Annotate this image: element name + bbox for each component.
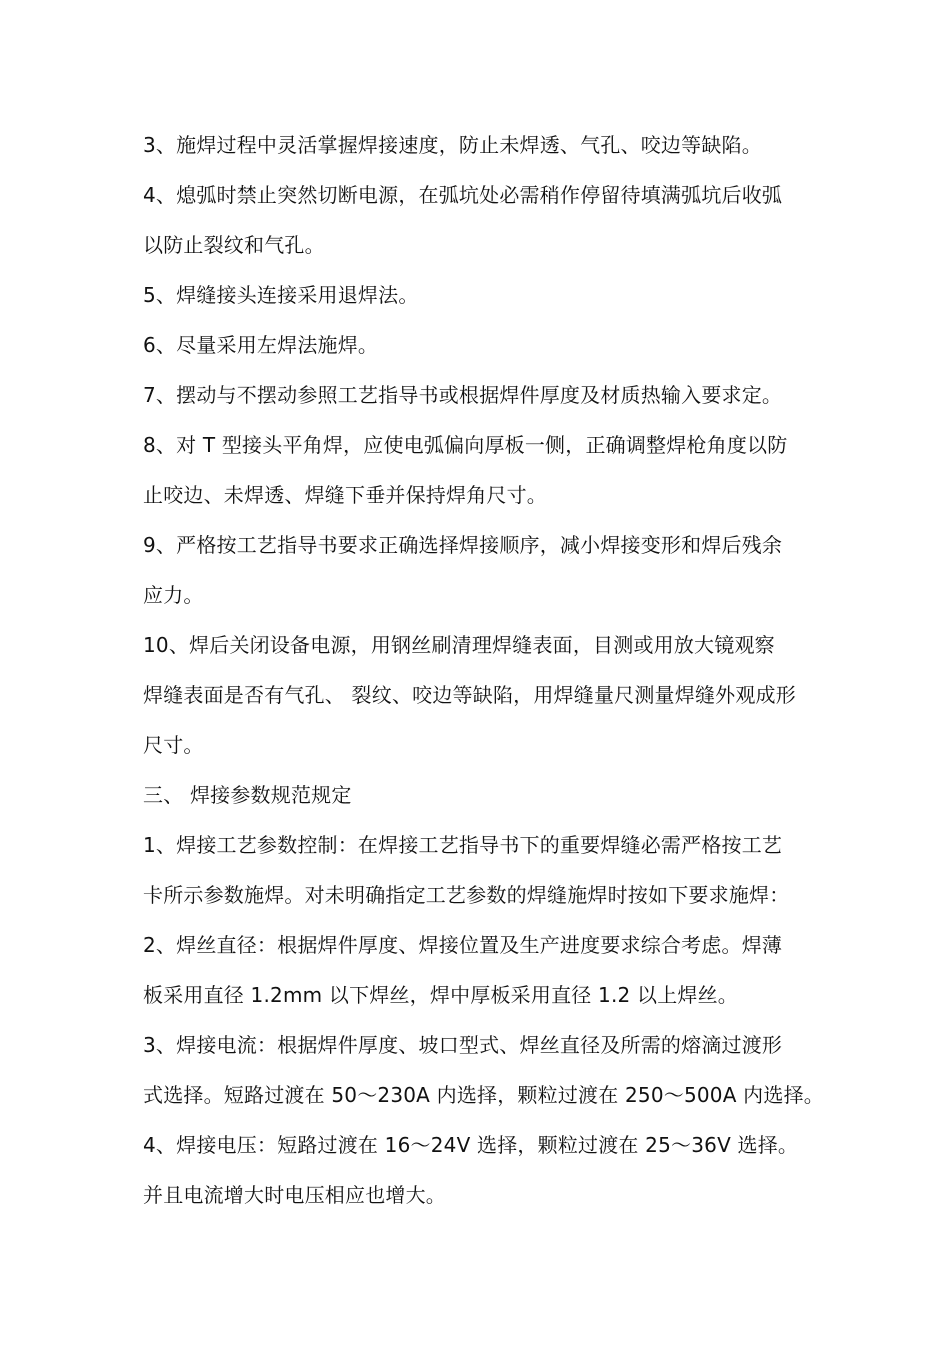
text-line: 7、摆动与不摆动参照工艺指导书或根据焊件厚度及材质热输入要求定。 xyxy=(143,383,783,407)
text-line: 止咬边、未焊透、焊缝下垂并保持焊角尺寸。 xyxy=(143,483,547,507)
text-line: 尺寸。 xyxy=(143,733,204,757)
text-line: 2、焊丝直径：根据焊件厚度、焊接位置及生产进度要求综合考虑。焊薄 xyxy=(143,933,783,957)
text-line: 4、熄弧时禁止突然切断电源，在弧坑处必需稍作停留待填满弧坑后收弧 xyxy=(143,183,783,207)
text-line: 8、对 T 型接头平角焊，应使电弧偏向厚板一侧，正确调整焊枪角度以防 xyxy=(143,433,788,457)
text-line: 3、焊接电流：根据焊件厚度、坡口型式、焊丝直径及所需的熔滴过渡形 xyxy=(143,1033,783,1057)
text-line: 卡所示参数施焊。对未明确指定工艺参数的焊缝施焊时按如下要求施焊： xyxy=(143,883,790,907)
text-line: 9、严格按工艺指导书要求正确选择焊接顺序，减小焊接变形和焊后残余 xyxy=(143,533,783,557)
text-line: 焊缝表面是否有气孔、 裂纹、咬边等缺陷，用焊缝量尺测量焊缝外观成形 xyxy=(143,683,796,707)
text-line: 3、施焊过程中灵活掌握焊接速度，防止未焊透、气孔、咬边等缺陷。 xyxy=(143,133,762,157)
text-line: 并且电流增大时电压相应也增大。 xyxy=(143,1183,446,1207)
text-line: 以防止裂纹和气孔。 xyxy=(143,233,325,257)
section-heading: 三、 焊接参数规范规定 xyxy=(143,783,352,807)
text-line: 板采用直径 1.2mm 以下焊丝，焊中厚板采用直径 1.2 以上焊丝。 xyxy=(143,983,739,1007)
text-line: 应力。 xyxy=(143,583,204,607)
text-line: 5、焊缝接头连接采用退焊法。 xyxy=(143,283,419,307)
text-line: 4、焊接电压：短路过渡在 16～24V 选择，颗粒过渡在 25～36V 选择。 xyxy=(143,1133,799,1157)
text-line: 6、尽量采用左焊法施焊。 xyxy=(143,333,379,357)
text-line: 10、焊后关闭设备电源，用钢丝刷清理焊缝表面，目测或用放大镜观察 xyxy=(143,633,775,657)
text-line: 1、焊接工艺参数控制：在焊接工艺指导书下的重要焊缝必需严格按工艺 xyxy=(143,833,783,857)
text-line: 式选择。短路过渡在 50～230A 内选择，颗粒过渡在 250～500A 内选择。 xyxy=(143,1083,824,1107)
